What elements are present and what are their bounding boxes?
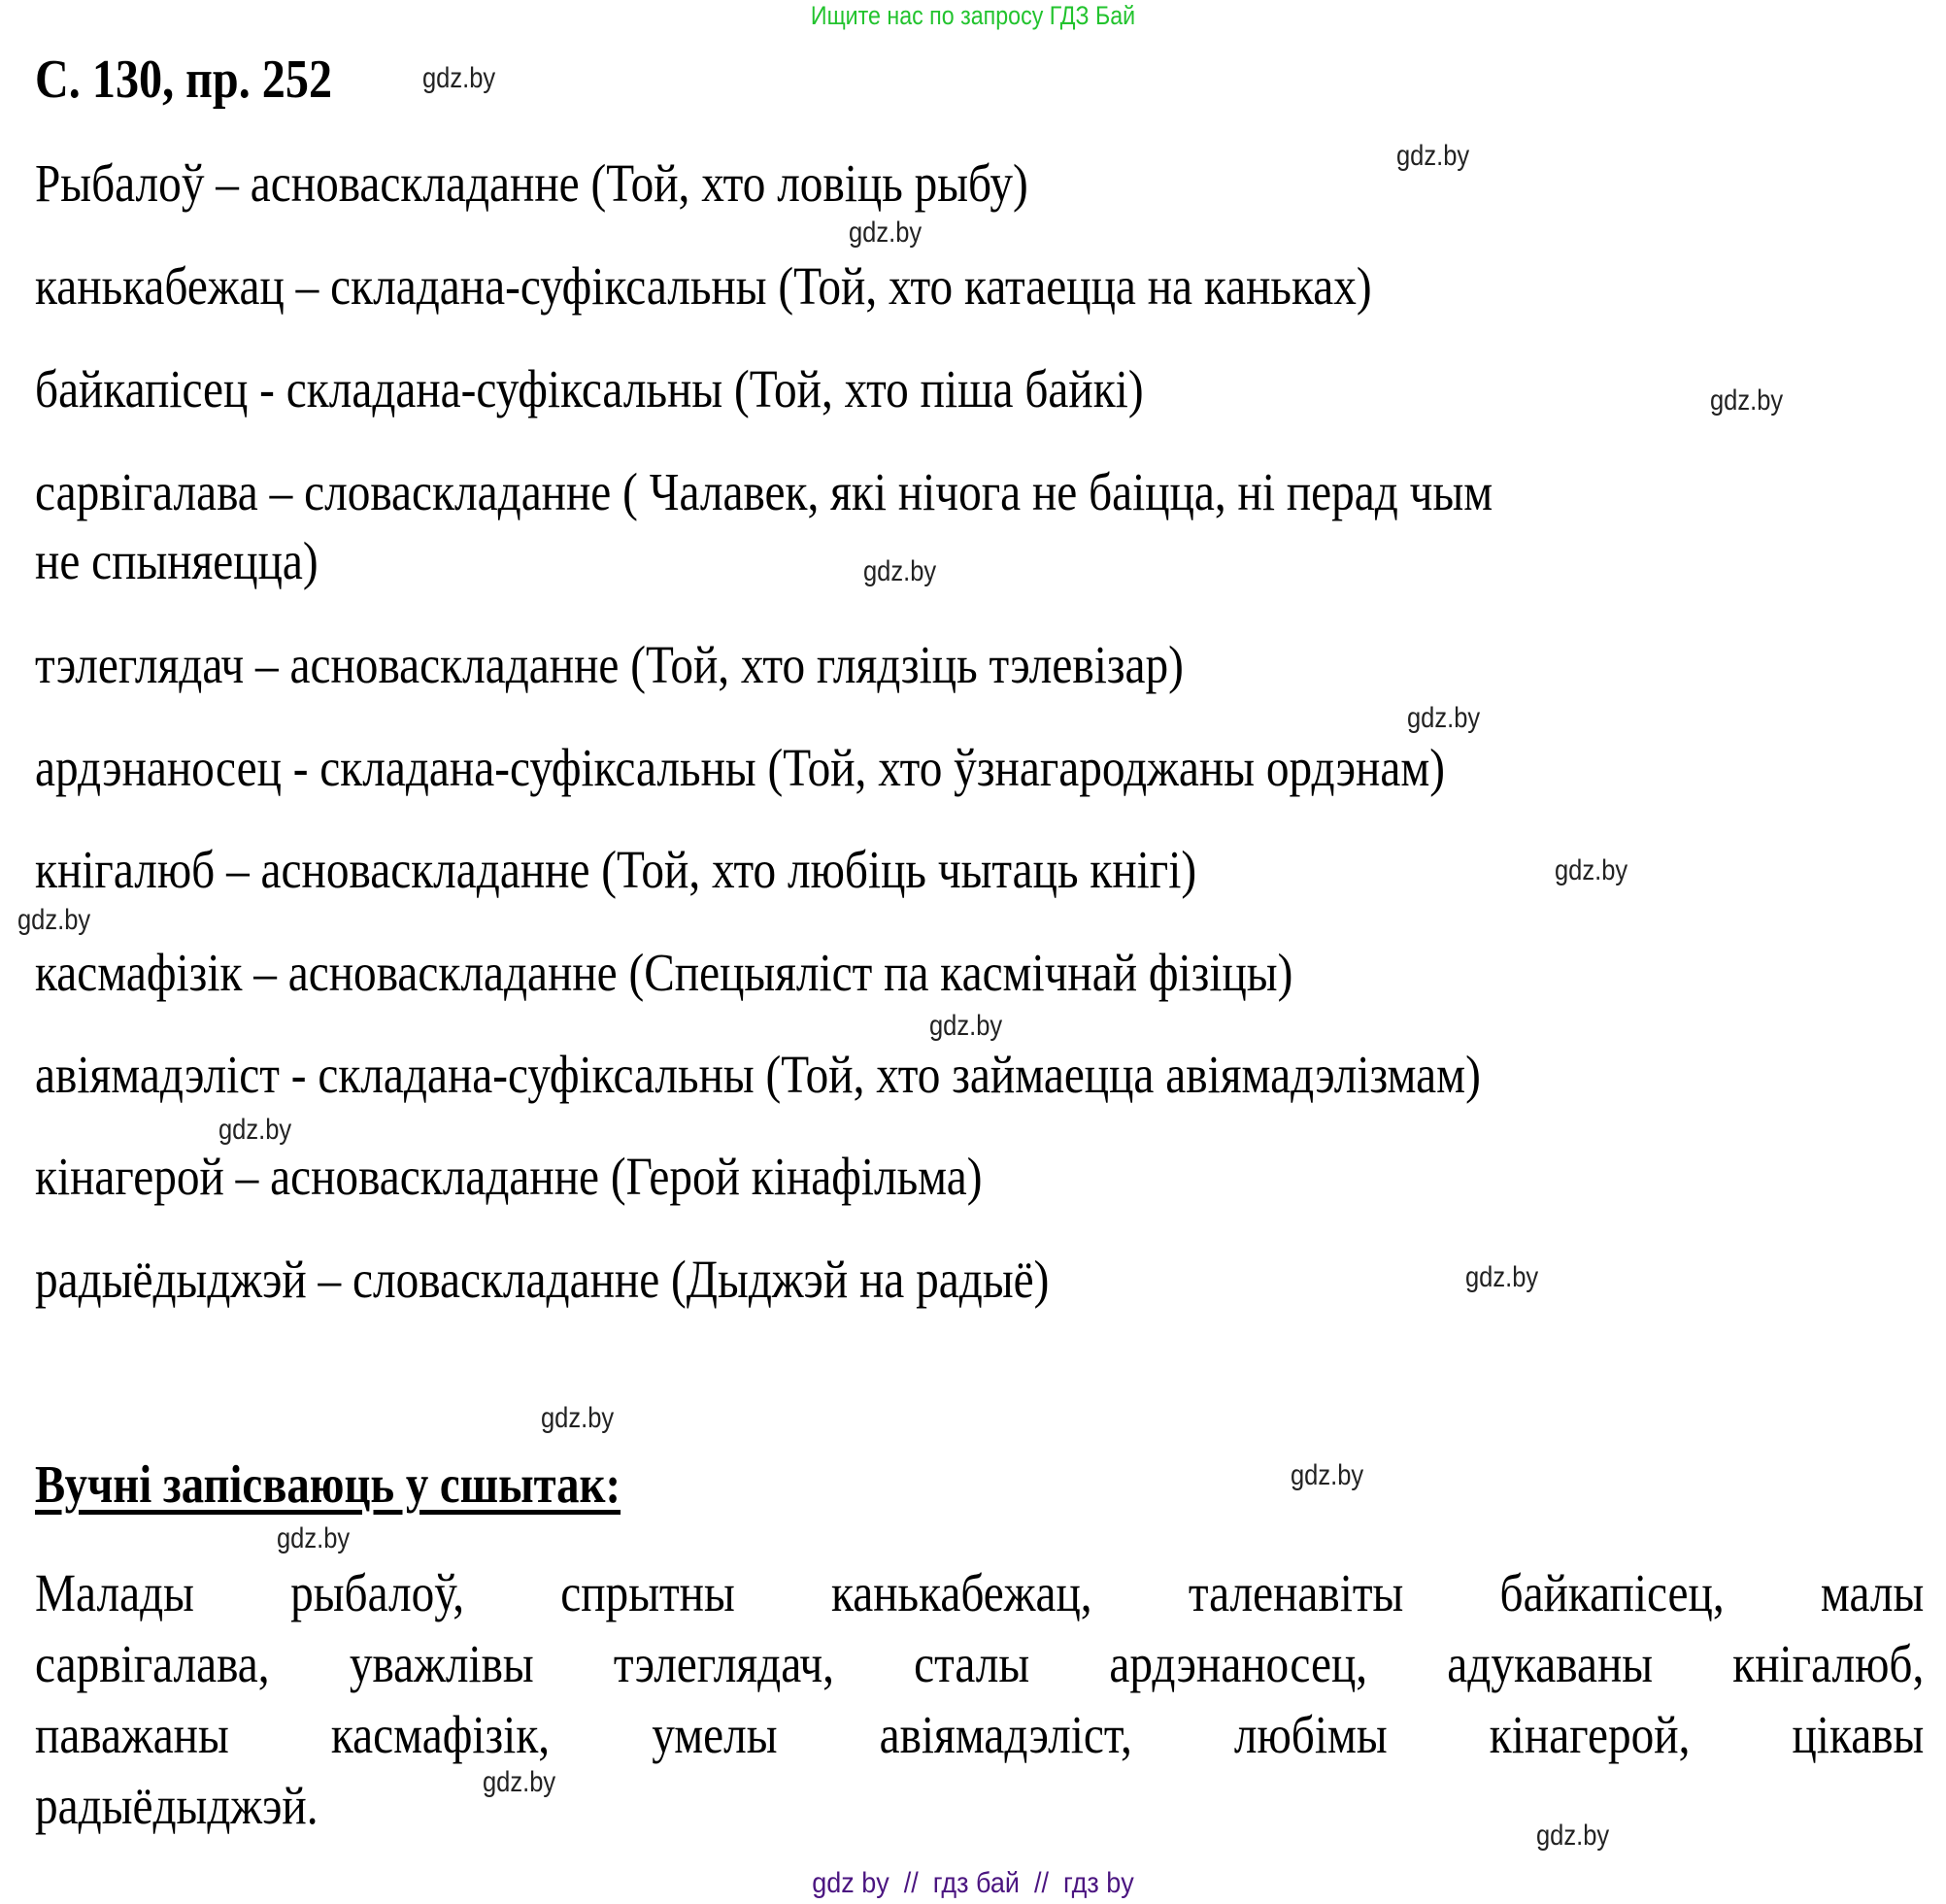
watermark: gdz.by xyxy=(929,1010,1003,1042)
watermark: gdz.by xyxy=(1396,140,1470,172)
entry-line: касмафізік – асноваскладанне (Спецыяліст па касмічнай фізіцы) xyxy=(35,943,1293,1002)
entry-line: авіямадэліст - складана-суфіксальны (Той, хто займаецца авіямадэлізмам) xyxy=(35,1045,1481,1104)
watermark: gdz.by xyxy=(277,1522,351,1554)
watermark: gdz.by xyxy=(218,1114,292,1146)
entry-line: сарвігалава – словаскладанне ( Чалавек, які нічога не баіцца, ні перад чым xyxy=(35,462,1493,521)
watermark: gdz.by xyxy=(1555,854,1628,886)
watermark: gdz.by xyxy=(1536,1820,1610,1852)
page-title: С. 130, пр. 252 xyxy=(35,50,333,110)
paragraph-line: радыёдыджэй. xyxy=(35,1776,319,1835)
footer-links: gdz by // гдз бай // гдз by xyxy=(812,1867,1134,1899)
entry-line: тэлеглядач – асноваскладанне (Той, хто глядзіць тэлевізар) xyxy=(35,635,1184,694)
entry-line: байкапісец - складана-суфіксальны (Той, хто піша байкі) xyxy=(35,359,1144,418)
watermark: gdz.by xyxy=(541,1402,615,1434)
entry-line: Рыбалоў – асноваскладанне (Той, хто ловіць рыбу) xyxy=(35,153,1028,213)
watermark: gdz.by xyxy=(422,62,496,94)
watermark: gdz.by xyxy=(483,1766,556,1798)
watermark: gdz.by xyxy=(863,555,937,587)
entry-line: кнігалюб – асноваскладанне (Той, хто любіць чытаць кнігі) xyxy=(35,840,1197,899)
entry-line: кінагерой – асноваскладанне (Герой кінафільма) xyxy=(35,1147,983,1206)
entry-line: канькабежац – складана-суфіксальны (Той, хто катаецца на каньках) xyxy=(35,256,1372,316)
paragraph-line: паважаны касмафізік, умелы авіямадэліст, любімы кінагерой, цікавы xyxy=(35,1705,1925,1764)
notebook-paragraph xyxy=(35,1557,1924,1841)
paragraph-line: сарвігалава, уважлівы тэлеглядач, сталы ардэнаносец, адукаваны кнігалюб, xyxy=(35,1634,1925,1693)
entry-line: ардэнаносец - складана-суфіксальны (Той, хто ўзнагароджаны ордэнам) xyxy=(35,738,1446,797)
watermark: gdz.by xyxy=(17,904,91,936)
entry-line: радыёдыджэй – словаскладанне (Дыджэй на радыё) xyxy=(35,1250,1050,1309)
watermark: gdz.by xyxy=(1710,384,1784,417)
watermark: gdz.by xyxy=(849,217,923,249)
entry-line-continuation: не спыняецца) xyxy=(35,531,319,590)
watermark: gdz.by xyxy=(1407,702,1481,734)
watermark: gdz.by xyxy=(1291,1459,1364,1491)
search-hint-banner: Ищите нас по запросу ГДЗ Бай xyxy=(810,1,1136,30)
section-heading: Вучні запісваюць у сшытак: xyxy=(35,1454,621,1514)
watermark: gdz.by xyxy=(1465,1261,1539,1293)
paragraph-line: Малады рыбалоў, спрытны канькабежац, таленавіты байкапісец, малы xyxy=(35,1563,1925,1622)
